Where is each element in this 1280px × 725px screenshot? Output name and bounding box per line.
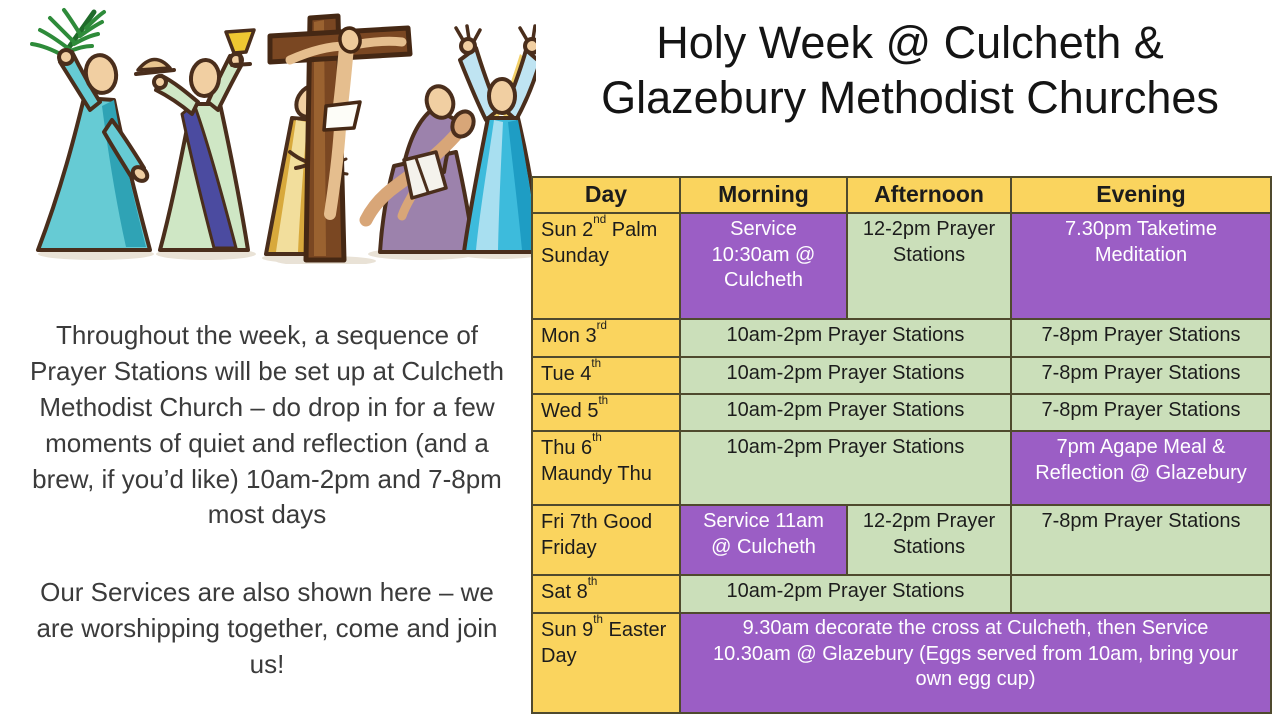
praising-figure [456, 26, 536, 252]
communion-figure [136, 30, 254, 250]
col-header-evening: Evening [1011, 177, 1271, 213]
day-ordinal: th [598, 394, 609, 408]
cell-morning: Service 11am @ Culcheth [680, 505, 847, 575]
schedule-row-monday [532, 319, 1271, 357]
cell-morning-afternoon: 10am-2pm Prayer Stations [680, 431, 1011, 505]
schedule-table [531, 176, 1272, 714]
col-header-afternoon: Afternoon [847, 177, 1011, 213]
cell-evening: 7-8pm Prayer Stations [1011, 505, 1271, 575]
day-text-cont: Easter Day [541, 619, 667, 667]
cell-all-day: 9.30am decorate the cross at Culcheth, then Service 10.30am @ Glazebury (Eggs served from 10am, bring your own egg cup) [680, 613, 1271, 713]
cell-afternoon: 12-2pm Prayer Stations [847, 213, 1011, 319]
cell-morning-afternoon: 10am-2pm Prayer Stations [680, 575, 1011, 613]
cell-day [532, 357, 680, 394]
cell-day [532, 613, 680, 713]
day-ordinal: th [591, 357, 602, 371]
schedule-row-easter-day [532, 613, 1271, 713]
schedule-row-wednesday [532, 394, 1271, 431]
cell-day [532, 213, 680, 319]
cell-evening: 7.30pm Taketime Meditation [1011, 213, 1271, 319]
day-ordinal: rd [596, 319, 607, 333]
day-ordinal: nd [593, 213, 607, 227]
cell-evening: 7-8pm Prayer Stations [1011, 357, 1271, 394]
col-header-morning: Morning [680, 177, 847, 213]
poster-title: Holy Week @ Culcheth & Glazebury Methodist Churches [601, 17, 1219, 123]
schedule-row-saturday [532, 575, 1271, 613]
cell-morning-afternoon: 10am-2pm Prayer Stations [680, 319, 1011, 357]
day-text-cont: Maundy Thu [541, 462, 652, 485]
day-ordinal: th [587, 575, 598, 589]
cell-day [532, 431, 680, 505]
day-ordinal: th [592, 431, 602, 445]
cell-day [532, 319, 680, 357]
schedule-header-row [532, 177, 1271, 213]
cell-day [532, 505, 680, 575]
cell-morning-afternoon: 10am-2pm Prayer Stations [680, 394, 1011, 431]
day-ordinal: th [593, 613, 603, 627]
intro-text [18, 318, 516, 725]
day-text-cont: Palm Sunday [541, 219, 658, 267]
day-text: Sat 8 [541, 581, 588, 603]
cell-evening: 7-8pm Prayer Stations [1011, 394, 1271, 431]
cell-day [532, 575, 680, 613]
cell-afternoon: 12-2pm Prayer Stations [847, 505, 1011, 575]
cell-morning-afternoon: 10am-2pm Prayer Stations [680, 357, 1011, 394]
day-text: Wed 5 [541, 400, 599, 422]
cell-day [532, 394, 680, 431]
cell-evening: 7pm Agape Meal & Reflection @ Glazebury [1011, 431, 1271, 505]
day-text: Sun 2 [541, 219, 594, 241]
schedule-row-good-friday [532, 505, 1271, 575]
day-text: Mon 3 [541, 325, 597, 347]
intro-paragraph-2: Our Services are also shown here – we are worshipping together, come and join us! [36, 577, 498, 679]
intro-paragraph-1: Throughout the week, a sequence of Prayer Stations will be set up at Culcheth Methodist Church – do drop in for a few moments of quiet and reflection (and a brew, if you’d like) 10am-2pm and 7-8pm most days [29, 320, 505, 530]
deposition-figure [366, 83, 478, 252]
cell-evening-empty [1011, 575, 1271, 613]
day-text: Tue 4 [541, 363, 592, 385]
holy-week-clipart [8, 2, 536, 264]
cell-evening: 7-8pm Prayer Stations [1011, 319, 1271, 357]
day-text: Sun 9 [541, 619, 594, 641]
schedule-row-maundy-thursday [532, 431, 1271, 505]
day-text: Thu 6 [541, 437, 593, 459]
day-text: Fri 7th Good Friday [541, 511, 653, 559]
schedule-row-palm-sunday [532, 213, 1271, 319]
col-header-day: Day [532, 177, 680, 213]
cell-morning: Service 10:30am @ Culcheth [680, 213, 847, 319]
schedule-row-tuesday [532, 357, 1271, 394]
palm-bearer-figure [38, 50, 150, 250]
